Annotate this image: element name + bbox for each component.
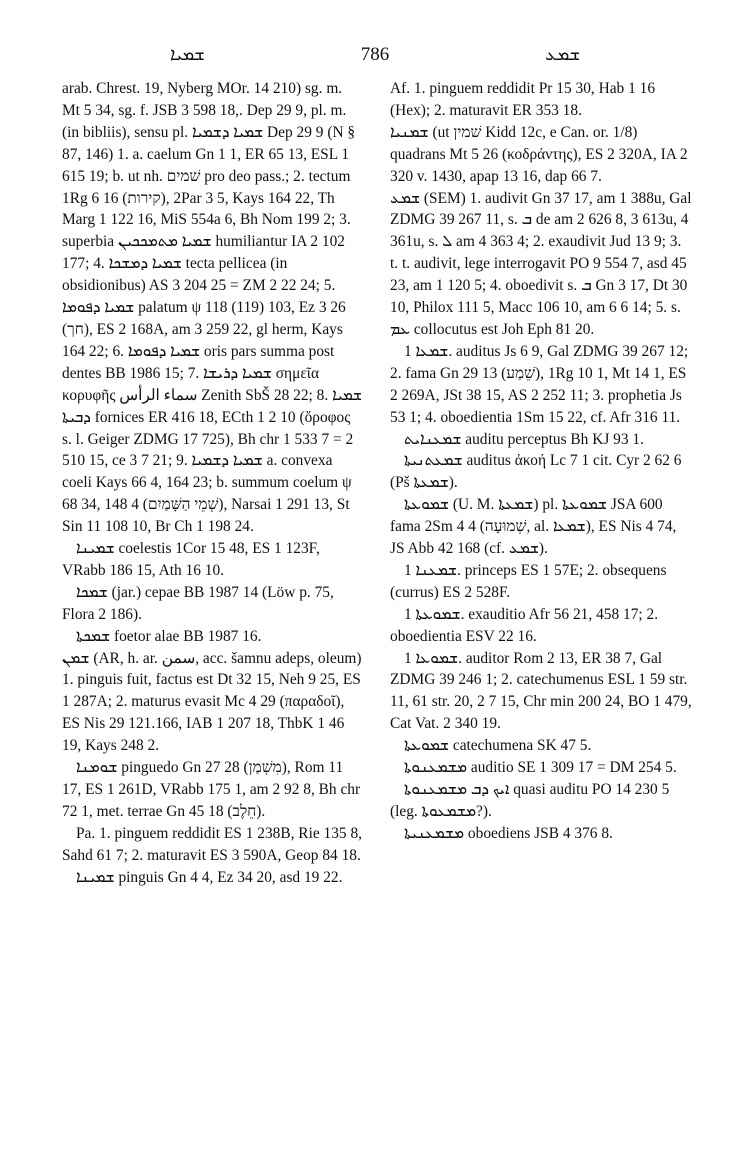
dictionary-entry: Af. 1. pinguem reddidit Pr 15 30, Hab 1 16 (Hex); 2. maturavit ER 353 18. [390, 80, 656, 119]
dictionary-entry: Pa. 1. pinguem reddidit ES 1 238B, Rie 135 8, Sahd 61 7; 2. maturavit ES 3 590A, Geop 84 18. [62, 824, 362, 864]
dictionary-entry: ܫܡܥܬܢܝܬܐ auditus ἀκοή Lc 7 1 cit. Cyr 2 62 6 (Pš ܫܡܥܬܐ). [390, 452, 682, 492]
dictionary-entry: ܫܡܘܥܬܐ catechumena SK 47 5. [404, 737, 592, 755]
dictionary-entry: ܫܡܝܢܐ coelestis 1Cor 15 48, ES 1 123F, VRabb 186 15, Ath 16 10. [62, 540, 320, 579]
dictionary-entry: ܫܡܥܢܐ 1. princeps ES 1 57E; 2. obsequens (currus) ES 2 528F. [390, 561, 667, 601]
left-column [62, 78, 362, 889]
dictionary-entry: arab. Chrest. 19, Nyberg MOr. 14 210) sg. m. Mt 5 34, sg. f. JSB 3 598 18,. Dep 29 9, pl. m. (in bibliis), sensu pl. ܫܡܝܐ ܕܫܡܝܐ Dep 29 9 (N § 87, 146) 1. a. caelum Gn 1 1, ER 65 13, ESL 1 615 19; b. ut nh. שׁמים pro deo pass.; 2. tectum 1Rg 6 16 (קירות), 2Par 3 5, Kays 164 22, Th Marg 1 122 16, MiS 554a 6, Bh Nom 199 2; 3. superbia ܫܡܝܐ ܡܬܡܟܟܝܢ humiliantur IA 2 102 177; 4. ܫܡܝܐ ܕܡܫܟܐ tecta pellicea (in obsidionibus) AS 3 204 25 = ZM 2 22 24; 5. ܫܡܝܐ ܕܦܘܡܐ palatum ψ 118 (119) 103, Ez 3 26 (חך), ES 2 168A, am 3 259 22, gl herm, Kays 164 22; 6. ܫܡܝܐ ܕܦܘܡܐ oris pars summa post dentes BB 1986 15; 7. ܫܡܝܐ ܕܪܝܫܐ σημεῖα κορυφῆς سماء الرأس Zenith SbŠ 28 22; 8. ܫܡܝܐ ܕܒܝܬܐ fornices ER 416 18, ECth 1 2 10 (ὄροφος s. l. Geiger ZDMG 17 725), Bh chr 1 533 7 = 2 510 15, ce 3 7 21; 9. ܫܡܝܐ ܕܫܡܝܐ a. convexa coeli Kays 66 4, 164 23; b. summum coelum ψ 68 34, 148 4 (שְׁמֵי הַשָּׁמַיִם), Narsai 1 291 13, St Sin 11 108 10, Br Ch 1 198 24. [62, 80, 362, 536]
dictionary-entry: ܫܡܘܥܬܐ 1. exauditio Afr 56 21, 458 17; 2. oboedientia ESV 22 16. [390, 605, 659, 645]
dictionary-entry: ܫܡܝܢܐ pinguis Gn 4 4, Ez 34 20, asd 19 22. [76, 868, 343, 886]
dictionary-entry: ܫܡܘܥܐ 1. auditor Rom 2 13, ER 38 7, Gal ZDMG 39 246 1; 2. catechumenus ESL 1 59 str. 11, 61 str. 20, 2 7 15, Chr min 200 24, BO 1 479, Cat Vat. 2 340 19. [390, 649, 692, 733]
dictionary-entry: ܫܡܥ (SEM) 1. audivit Gn 37 17, am 1 388u, Gal ZDMG 39 267 11, s. ܒ de am 2 626 8, 3 613u, 4 361u, s. ܠ am 4 363 4; 2. exaudivit Jud 13 9; 3. t. t. audivit, lege interrogavit PO 9 554 7, asd 45 23, am 1 120 5; 4. oboedivit s. ܒ Gn 3 17, Dt 30 10, Philox 111 5, Macc 106 10, am 6 6 14; 5. s. ܥܡ collocutus est Joh Eph 81 20. [390, 189, 692, 338]
dictionary-entry: ܫܘܡܢܐ pinguedo Gn 27 28 (מִשְׁמַן), Rom 11 17, ES 1 261D, VRabb 175 1, am 2 92 8, Bh chr 72 1, met. terrae Gn 45 18 (חֵלֶב). [62, 759, 361, 820]
right-column [390, 78, 693, 845]
header-left-word: ܫܡܝܐ [170, 44, 205, 65]
dictionary-entry: ܐܝܟ ܕܒ ܡܫܡܥܢܘܬܐ quasi auditu PO 14 230 5 (leg. ܡܫܡܥܘܬܐ?). [390, 781, 670, 820]
dictionary-entry: ܫܡܢܝܐ (ut שׁמין Kidd 12c, e Can. or. 1/8) quadrans Mt 5 26 (κοδράντης), ES 2 320A, IA 2 320 v. 1430, apap 13 16, dap 66 7. [390, 123, 688, 185]
dictionary-entry: ܫܡܟܐ (jar.) cepae BB 1987 14 (Löw p. 75, Flora 2 186). [62, 583, 334, 623]
header-right-word: ܫܡܥ [545, 44, 581, 65]
dictionary-entry: ܡܫܡܥܢܘܬܐ auditio SE 1 309 17 = DM 254 5. [404, 759, 677, 777]
page-number: 786 [360, 44, 390, 65]
dictionary-entry: ܫܡܥܐ 1. auditus Js 6 9, Gal ZDMG 39 267 12; 2. fama Gn 29 13 (שֵׁמַע), 1Rg 10 1, Mt 14 1, ES 2 269A, JSt 38 15, AS 2 252 11; 3. prophetia Js 53 1; 4. oboedientia 1Sm 15 22, cf. Afr 316 11. [390, 342, 689, 426]
dictionary-entry: ܡܫܡܥܢܝܬܐ oboediens JSB 4 376 8. [404, 824, 613, 842]
dictionary-entry: ܫܡܟܬܐ foetor alae BB 1987 16. [76, 627, 262, 645]
dictionary-entry: ܫܡܢ (AR, h. ar. سمن, acc. šamnu adeps, oleum) 1. pinguis fuit, factus est Dt 32 15, Neh 9 25, ES 1 287A; 2. maturus evasit Mc 4 29 (παραδοῖ), ES Nis 29 121.166, IAB 1 207 18, ThbK 1 46 19, Kays 248 2. [62, 649, 362, 755]
dictionary-entry: ܫܡܘܥܬܐ (U. M. ܫܡܥܬܐ) pl. ܫܡܘܥܬܐ JSA 600 fama 2Sm 4 4 (שְׁמוּעָה, al. ܫܡܥܐ), ES Nis 4 74, JS Abb 42 168 (cf. ܫܡܥ). [390, 496, 677, 558]
page-header [0, 44, 750, 70]
dictionary-entry: ܫܡܥܢܐܝܬ auditu perceptus Bh KJ 93 1. [404, 430, 644, 448]
